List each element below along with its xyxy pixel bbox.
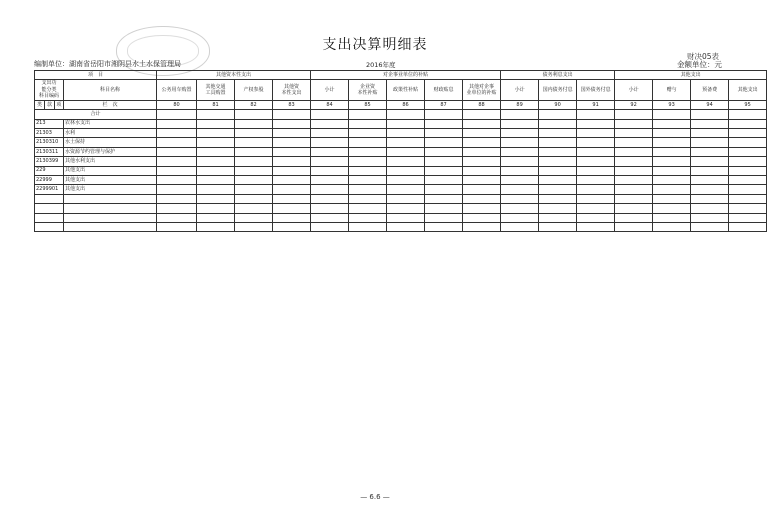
amount-cell [653,119,691,128]
amount-cell [157,213,197,222]
row-name: 其他水利支出 [64,157,157,166]
amount-cell [273,138,311,147]
amount-cell [691,176,729,185]
amount-cell [197,129,235,138]
table-row [35,129,767,138]
col-other-vehicle: 其他交通 工具购置 [197,80,235,101]
amount-cell [349,222,387,231]
code-header: 支出功 能分类 科目编码 [35,80,64,101]
amount-cell [501,222,539,231]
amount-cell [463,166,501,175]
amount-cell [157,204,197,213]
col-number: 80 [157,100,197,109]
amount-cell [425,166,463,175]
amount-cell [539,166,577,175]
amount-cell [653,129,691,138]
col-capital-subsidy: 企业资 本性补贴 [349,80,387,101]
amount-cell [197,194,235,203]
amount-cell [501,157,539,166]
amount-cell [653,138,691,147]
col-other-exp: 其他支出 [729,80,767,101]
total-label: 合计 [35,110,157,119]
amount-cell [235,166,273,175]
row-code: 2299901 [35,185,64,194]
amount-cell [425,138,463,147]
amount-cell [425,119,463,128]
amount-cell [235,119,273,128]
amount-cell [387,176,425,185]
amount-cell [311,147,349,156]
table-row [35,194,767,203]
amount-cell [501,176,539,185]
amount-cell [273,119,311,128]
amount-cell [463,147,501,156]
amount-cell [615,129,653,138]
amount-cell [729,147,767,156]
amount-cell [425,176,463,185]
amount-cell [615,166,653,175]
amount-cell [387,157,425,166]
amount-cell [463,129,501,138]
amount-cell [197,204,235,213]
amount-cell [729,213,767,222]
col-number: 83 [273,100,311,109]
row-code [35,222,64,231]
col-subtotal-debt: 小计 [501,80,539,101]
amount-cell [463,138,501,147]
amount-cell [387,129,425,138]
row-code [35,213,64,222]
amount-cell [349,119,387,128]
amount-cell [311,129,349,138]
header-row-1 [35,71,767,80]
col-number: 92 [615,100,653,109]
amount-cell [501,194,539,203]
row-name: 水资源节约管理与保护 [64,147,157,156]
col-number: 84 [311,100,349,109]
table-row [35,222,767,231]
row-code: 229 [35,166,64,175]
amount-cell [691,222,729,231]
row-code: 21303 [35,129,64,138]
amount-cell [157,176,197,185]
class-header: 类 [35,100,45,109]
amount-cell [729,222,767,231]
col-number: 82 [235,100,273,109]
row-code: 2130399 [35,157,64,166]
amount-cell [235,138,273,147]
col-contingency: 预备费 [691,80,729,101]
amount-cell [273,185,311,194]
amount-cell [539,129,577,138]
other-capital-header: 其他资本性支出 [157,71,311,80]
amount-cell [387,204,425,213]
amount-cell [311,194,349,203]
amount-cell [729,119,767,128]
amount-cell [425,194,463,203]
table-row [35,157,767,166]
amount-cell [349,204,387,213]
table-row [35,176,767,185]
amount-cell [273,157,311,166]
amount-cell [235,129,273,138]
col-subtotal-other: 小计 [615,80,653,101]
col-foreign-debt: 国外债务付息 [577,80,615,101]
amount-cell [157,129,197,138]
amount-cell [311,204,349,213]
amount-cell [157,222,197,231]
row-name: 农林水支出 [64,119,157,128]
amount-cell [235,204,273,213]
amount-cell [653,185,691,194]
amount-cell [387,185,425,194]
amount-cell [157,194,197,203]
amount-cell [615,176,653,185]
item-header: 项 [55,100,64,109]
amount-cell [273,129,311,138]
amount-cell [273,222,311,231]
amount-cell [615,204,653,213]
amount-cell [235,147,273,156]
amount-cell [539,147,577,156]
row-label: 栏 次 [64,100,157,109]
amount-cell [425,157,463,166]
amount-cell [501,166,539,175]
total-row [35,110,767,119]
amount-cell [197,138,235,147]
row-code: 213 [35,119,64,128]
amount-cell [197,147,235,156]
amount-cell [729,176,767,185]
amount-cell [691,204,729,213]
amount-cell [615,222,653,231]
amount-cell [463,157,501,166]
amount-cell [691,138,729,147]
amount-cell [501,204,539,213]
amount-cell [425,204,463,213]
row-name: 其他支出 [64,176,157,185]
amount-cell [197,166,235,175]
col-number: 81 [197,100,235,109]
amount-cell [729,138,767,147]
amount-cell [577,204,615,213]
amount-cell [615,147,653,156]
amount-cell [501,119,539,128]
row-name: 水利 [64,129,157,138]
amount-cell [501,129,539,138]
amount-cell [653,194,691,203]
amount-cell [653,204,691,213]
row-name [64,222,157,231]
header-row-2 [35,80,767,101]
amount-cell [349,166,387,175]
amount-cell [577,138,615,147]
col-interest: 财政贴息 [425,80,463,101]
col-other-subsidy: 其他对企事 业单位的补贴 [463,80,501,101]
table-row [35,166,767,175]
expenditure-table [34,70,767,232]
col-number: 95 [729,100,767,109]
amount-cell [311,119,349,128]
col-number: 86 [387,100,425,109]
amount-cell [157,185,197,194]
amount-cell [197,176,235,185]
amount-cell [273,194,311,203]
amount-cell [577,222,615,231]
amount-cell [235,222,273,231]
amount-cell [539,185,577,194]
amount-cell [577,157,615,166]
amount-cell [729,185,767,194]
amount-cell [577,147,615,156]
amount-cell [349,129,387,138]
amount-cell [615,213,653,222]
amount-cell [387,138,425,147]
amount-cell [577,119,615,128]
amount-cell [463,204,501,213]
row-name: 其他支出 [64,185,157,194]
amount-cell [157,138,197,147]
amount-cell [615,185,653,194]
table-row [35,213,767,222]
col-number: 89 [501,100,539,109]
amount-cell [235,194,273,203]
amount-cell [273,147,311,156]
amount-cell [691,213,729,222]
col-number: 87 [425,100,463,109]
amount-cell [615,194,653,203]
amount-cell [235,157,273,166]
amount-cell [349,185,387,194]
amount-cell [311,157,349,166]
row-code [35,204,64,213]
year-label: 2016年度 [366,61,396,69]
amount-cell [501,213,539,222]
row-code: 2130310 [35,138,64,147]
amount-cell [653,147,691,156]
name-header: 科目名称 [64,80,157,101]
amount-cell [349,176,387,185]
amount-cell [653,213,691,222]
col-policy: 政策性补贴 [387,80,425,101]
col-number: 88 [463,100,501,109]
row-code: 2130311 [35,147,64,156]
amount-unit: 金额单位：元 [677,60,722,69]
unit-label: 编制单位：湖南省岳阳市湘阴县水土水保管理局 [34,60,181,68]
amount-cell [577,213,615,222]
page-title: 支出决算明细表 [322,37,428,53]
amount-cell [539,213,577,222]
amount-cell [501,147,539,156]
col-number: 94 [691,100,729,109]
amount-cell [691,185,729,194]
amount-cell [463,185,501,194]
amount-cell [387,119,425,128]
amount-cell [729,194,767,203]
table-row [35,204,767,213]
amount-cell [539,119,577,128]
amount-cell [577,194,615,203]
amount-cell [273,204,311,213]
amount-cell [691,147,729,156]
amount-cell [653,157,691,166]
amount-cell [425,185,463,194]
amount-cell [539,204,577,213]
amount-cell [653,222,691,231]
amount-cell [157,147,197,156]
col-domestic-debt: 国内债务付息 [539,80,577,101]
row-code [35,194,64,203]
amount-cell [157,157,197,166]
amount-cell [425,222,463,231]
amount-cell [425,213,463,222]
project-header: 项 目 [35,71,157,80]
amount-cell [729,204,767,213]
amount-cell [577,166,615,175]
amount-cell [157,119,197,128]
col-number: 85 [349,100,387,109]
amount-cell [615,119,653,128]
amount-cell [349,213,387,222]
amount-cell [691,129,729,138]
amount-cell [235,213,273,222]
table-row [35,138,767,147]
col-number: 90 [539,100,577,109]
amount-cell [691,166,729,175]
col-subtotal-subsidy: 小计 [311,80,349,101]
amount-cell [463,176,501,185]
row-code: 22999 [35,176,64,185]
amount-cell [463,119,501,128]
amount-cell [539,176,577,185]
amount-cell [197,222,235,231]
table-row [35,147,767,156]
row-name [64,213,157,222]
amount-cell [615,157,653,166]
amount-cell [349,194,387,203]
subsidy-header: 对企事业单位的补贴 [311,71,501,80]
amount-cell [387,194,425,203]
amount-cell [273,176,311,185]
amount-cell [691,157,729,166]
amount-cell [501,185,539,194]
meta-row [34,58,722,70]
form-number: 财决05表 [686,52,719,61]
amount-cell [691,194,729,203]
amount-cell [729,157,767,166]
amount-cell [691,119,729,128]
amount-cell [653,176,691,185]
amount-cell [311,138,349,147]
amount-cell [273,166,311,175]
amount-cell [349,157,387,166]
col-grant: 赠与 [653,80,691,101]
col-number: 93 [653,100,691,109]
amount-cell [463,222,501,231]
amount-cell [311,222,349,231]
col-property: 产权参股 [235,80,273,101]
amount-cell [387,166,425,175]
amount-cell [311,185,349,194]
amount-cell [539,222,577,231]
page-number: — 6.6 — [360,493,390,501]
amount-cell [387,222,425,231]
amount-cell [197,157,235,166]
col-number: 91 [577,100,615,109]
row-name: 其他支出 [64,166,157,175]
amount-cell [539,138,577,147]
amount-cell [577,176,615,185]
amount-cell [197,185,235,194]
col-public-housing: 公务用车购置 [157,80,197,101]
amount-cell [577,185,615,194]
row-name [64,194,157,203]
amount-cell [387,147,425,156]
amount-cell [235,176,273,185]
amount-cell [729,129,767,138]
table-row [35,185,767,194]
amount-cell [425,147,463,156]
table-row [35,119,767,128]
amount-cell [311,176,349,185]
amount-cell [273,213,311,222]
amount-cell [463,213,501,222]
row-name: 水土保持 [64,138,157,147]
amount-cell [425,129,463,138]
row-name [64,204,157,213]
amount-cell [577,129,615,138]
debt-header: 债务利息支出 [501,71,615,80]
amount-cell [197,213,235,222]
amount-cell [311,166,349,175]
amount-cell [235,185,273,194]
other-header: 其他支出 [615,71,767,80]
amount-cell [501,138,539,147]
amount-cell [463,194,501,203]
amount-cell [157,166,197,175]
amount-cell [311,213,349,222]
amount-cell [653,166,691,175]
col-other-capital: 其他资 本性支出 [273,80,311,101]
amount-cell [615,138,653,147]
amount-cell [729,166,767,175]
amount-cell [349,138,387,147]
amount-cell [349,147,387,156]
amount-cell [387,213,425,222]
amount-cell [197,119,235,128]
section-header: 款 [45,100,55,109]
header-row-3 [35,100,767,109]
amount-cell [539,157,577,166]
amount-cell [539,194,577,203]
